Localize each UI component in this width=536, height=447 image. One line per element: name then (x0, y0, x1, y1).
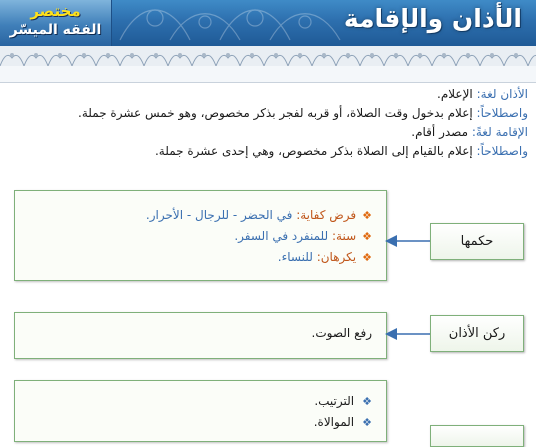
brand-top-text: مختصر (30, 2, 81, 20)
arrow-left-icon (385, 234, 431, 248)
list-item (314, 412, 372, 433)
condition-text: الموالاة. (313, 415, 355, 429)
ruling-key: فرض كفاية: (296, 208, 357, 222)
pillar-label-box (430, 315, 524, 352)
adhan-lang-value: الإعلام. (437, 87, 473, 101)
pillar-label: ركن الأذان (448, 326, 506, 341)
list-item (314, 391, 372, 412)
page-title: الأذان والإقامة (343, 4, 522, 33)
adhan-term-line (8, 104, 528, 123)
ruling-value: للنساء. (277, 250, 313, 264)
iqama-lang-label: الإقامة لغةً: (471, 125, 528, 139)
diamond-bullet-icon: ❖ (362, 230, 372, 243)
pillar-text: رفع الصوت. (311, 326, 372, 340)
list-item (146, 226, 372, 247)
ornament-pattern (0, 46, 536, 82)
diamond-bullet-icon: ❖ (362, 395, 372, 408)
definitions-section (8, 85, 528, 161)
iqama-term-value: إعلام بالقيام إلى الصلاة بذكر مخصوص، وهي إحدى عشرة جملة. (154, 144, 473, 158)
header-banner (0, 0, 536, 46)
conditions-list (314, 391, 372, 433)
brand-bottom-text: الفقه الميسّر (9, 22, 102, 38)
diamond-bullet-icon: ❖ (362, 209, 372, 222)
condition-text: الترتيب. (314, 394, 355, 408)
conditions-label-box (430, 425, 524, 447)
ruling-value: في الحضر - للرجال - الأحرار. (145, 208, 293, 222)
ruling-value: للمنفرد في السفر. (234, 229, 329, 243)
ruling-key: سنة: (331, 229, 357, 243)
ruling-label-box (430, 223, 524, 260)
brand-logo (0, 0, 112, 46)
adhan-term-value: إعلام بدخول وقت الصلاة، أو قربه لفجر بذكر مخصوص، وهو خمس عشرة جملة. (78, 106, 473, 120)
iqama-term-label: واصطلاحاً: (476, 144, 528, 158)
arrow-left-icon (385, 327, 431, 341)
list-item (146, 205, 372, 226)
pillar-content-box (14, 312, 387, 359)
iqama-lang-line (8, 123, 528, 142)
ornamental-band (0, 46, 536, 83)
ruling-list (146, 205, 372, 268)
list-item (146, 247, 372, 268)
diamond-bullet-icon: ❖ (362, 251, 372, 264)
iqama-term-line (8, 142, 528, 161)
ruling-content-box (14, 190, 387, 281)
adhan-term-label: واصطلاحاً: (476, 106, 528, 120)
diamond-bullet-icon: ❖ (362, 416, 372, 429)
ruling-label: حكمها (460, 234, 494, 249)
adhan-lang-line (8, 85, 528, 104)
iqama-lang-value: مصدر أقام. (411, 125, 468, 139)
ruling-key: يكرهان: (316, 250, 357, 264)
adhan-lang-label: الأذان لغة: (476, 87, 528, 101)
arabesque-pattern (110, 0, 360, 46)
